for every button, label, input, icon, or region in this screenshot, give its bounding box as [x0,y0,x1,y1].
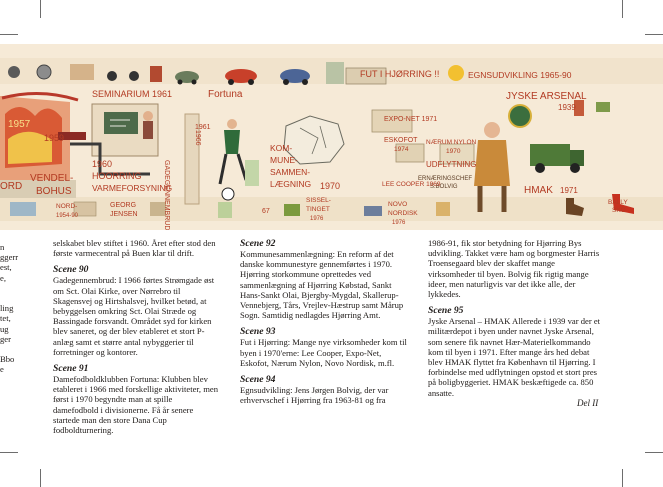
stub-line: ling [0,303,14,314]
car-icon [175,71,199,85]
label-sko: SKO [612,207,626,214]
scene-heading: Scene 92 [240,238,276,249]
label-kommune-year: 1970 [320,181,341,191]
scene-paragraph: selskabet blev stiftet i 1960. Året efter stod den første varmecentral på Buen klar til drift. [53,238,216,259]
scene-paragraph: Fut i Hjørring: Mange nye virksomheder kom til byen i 1970'erne: Lee Cooper, Expo-Net, Eskofot, Nærum Nylon, Novo Nordisk, m.fl. [240,337,407,368]
scene-paragraph: Gadegennembrud: I 1966 førtes Strømgade øst om Sct. Olai Kirke, over Nørrebro til Skagensvej og Hirtshalsvej, hvilket betød, at bebyggelsen omkring Sct. Olai Stræde og Bassingade forsvandt. Området syd for kirken blev saneret, og der blev etableret et stort P-anlæg samt et større antal nybyggerier til forretninger og kontorer. [53,275,215,357]
stub-line [0,293,18,303]
label-expo-net: EXPO-NET 1971 [384,116,438,123]
label-novo: NOVO [388,201,408,208]
label-georg: GEORG [110,202,137,209]
scene-heading: Scene 91 [53,363,89,375]
stub-line: e [0,364,4,375]
crop-mark [622,0,623,18]
scene-paragraph: Jyske Arsenal – HMAK Allerede i 1939 var der et militærdepot i byen under navnet Jyske Arsenal, som senere fik navnet Hær-Materielkommando kom til byen i 1971. Efter mange års hed debat blev HMAK flyttet fra København til Hjørring. I forbindelse med udflytningen opstod et stort pres på boligbyggeriet. HMAK beskæftigede ca. 850 ansatte. [428,316,601,398]
label-jensen: JENSEN [110,211,138,218]
text-column-middle [240,238,410,411]
label-egnsudvikling: EGNSUDVIKLING 1965-90 [468,70,572,80]
label-fut-hjorring: FUT I HJØRRING !! [360,69,440,79]
stub-line: e, [0,272,6,283]
label-gade-year: 1966 [194,130,201,146]
stub-line [0,283,18,293]
label-hoorring: HOORRING [92,171,142,181]
stub-line: ger [0,333,11,344]
stub-line: n [0,242,5,252]
label-eskofot-year: 1974 [394,146,409,153]
label-kommune2: MUNE- [270,155,298,165]
label-tinget: TINGET [306,206,330,213]
label-sissel: SISSEL- [306,197,331,204]
label-hoorring-year: 1960 [92,159,113,169]
label-hmak-year: 1971 [560,186,578,195]
text-column-left [53,238,219,441]
label-bally: BALLY [608,199,628,206]
scene-heading: Scene 93 [240,326,276,338]
label-1957: 1957 [8,119,31,130]
label-67: 67 [262,208,270,215]
stub-line [0,385,18,395]
label-vendel: VENDEL- [30,173,74,184]
label-ernaeringschef-name: S.BOLVIG [430,184,458,190]
label-naerum-nylon: NÆRUM NYLON [426,139,477,146]
crop-mark [0,34,18,35]
stub-line [0,375,18,385]
crop-mark [622,469,623,487]
scene-paragraph: Kommunesammenlægning: En reform af det danske kommunestyre gennemførtes i 1970. Hjørring storkommune oprettedes ved sammenlægning af Hjørring Købstad, Sankt Hans-Sankt Olai, Bjergby-Mygdal, Skallerup-Vennebjerg, Tårs, Vrejlev-Hæstrup samt Mårup Sogn. Samtidig nedlagdes Hjørring Amt. [240,249,404,321]
stub-line: est, [0,262,12,273]
scene-heading: Scene 90 [53,264,89,276]
label-nord-year: 1954-90 [56,213,79,219]
label-1959: 1959 [44,133,65,143]
label-arsenal-year: 1939 [558,103,576,112]
crop-mark [40,469,41,487]
stub-line: ug [0,323,9,334]
scene-heading: Scene 94 [240,374,276,386]
label-jyske-arsenal: JYSKE ARSENAL [506,91,587,102]
label-novo-year: 1976 [392,220,406,226]
stub-line: tet, [0,313,11,324]
text-column-right [428,238,602,404]
scene-paragraph: Egnsudvikling: Jens Jørgen Bolvig, der var erhvervschef i Hjørring fra 1963-81 og fra [240,385,389,406]
crop-mark [0,452,18,453]
label-nordisk: NORDISK [388,210,418,217]
label-eskofot: ESKOFOT [384,137,418,144]
scene-paragraph: 1986-91, fik stor betydning for Hjørring Bys udvikling. Takket være ham og borgmester Harris Troensegaard blev der skaffet mange virksomheder til byen. Bolvig fik rigtig mange ideer, men naturligvis var det ikke alle, der lykkedes. [428,238,600,300]
label-ord: ORD [0,181,23,192]
label-ernaeringschef: ERNÆRINGSCHEF [418,176,473,182]
label-kommune: KOM- [270,143,293,153]
crop-mark [645,452,663,453]
label-nord: NORD- [56,203,78,210]
label-kommune4: LÆGNING [270,179,312,189]
scene-paragraph: Damefodboldklubben Fortuna: Klubben blev etableret i 1966 med forskellige aktiviteter, men først i 1970 begyndte man at spille damefodbold i divisionerne. Få år senere startede man den store Dana Cup fodboldturnering. [53,374,219,436]
label-varmeforsyning: VARMEFORSYNING [92,183,173,193]
label-bohus: BOHUS [36,186,72,197]
crop-mark [40,0,41,18]
label-naerum-year: 1970 [446,148,461,155]
label-kommune3: SAMMEN- [270,167,311,177]
label-seminarium: SEMINARIUM 1961 [92,89,173,99]
stub-line: Bbo [0,354,15,365]
car-icon [225,69,257,85]
stub-line [0,344,18,354]
label-udflytning: UDFLYTNING [426,160,477,169]
label-lee-cooper: LEE COOPER 1969 [382,181,441,188]
stub-line: ggerr [0,252,19,263]
page-number: Del II [577,398,599,408]
clipped-column-stub [0,242,18,395]
label-gadegennembrud: GADEGENNEMBRUD [163,160,170,230]
label-1961: 1961 [195,124,211,131]
crop-mark [645,34,663,35]
tapestry-illustration [0,44,663,230]
label-sissel-year: 1976 [310,216,324,222]
label-hmak: HMAK [524,185,553,196]
scene-heading: Scene 95 [428,305,464,317]
car-icon [280,69,310,85]
label-fortuna: Fortuna [208,89,243,100]
